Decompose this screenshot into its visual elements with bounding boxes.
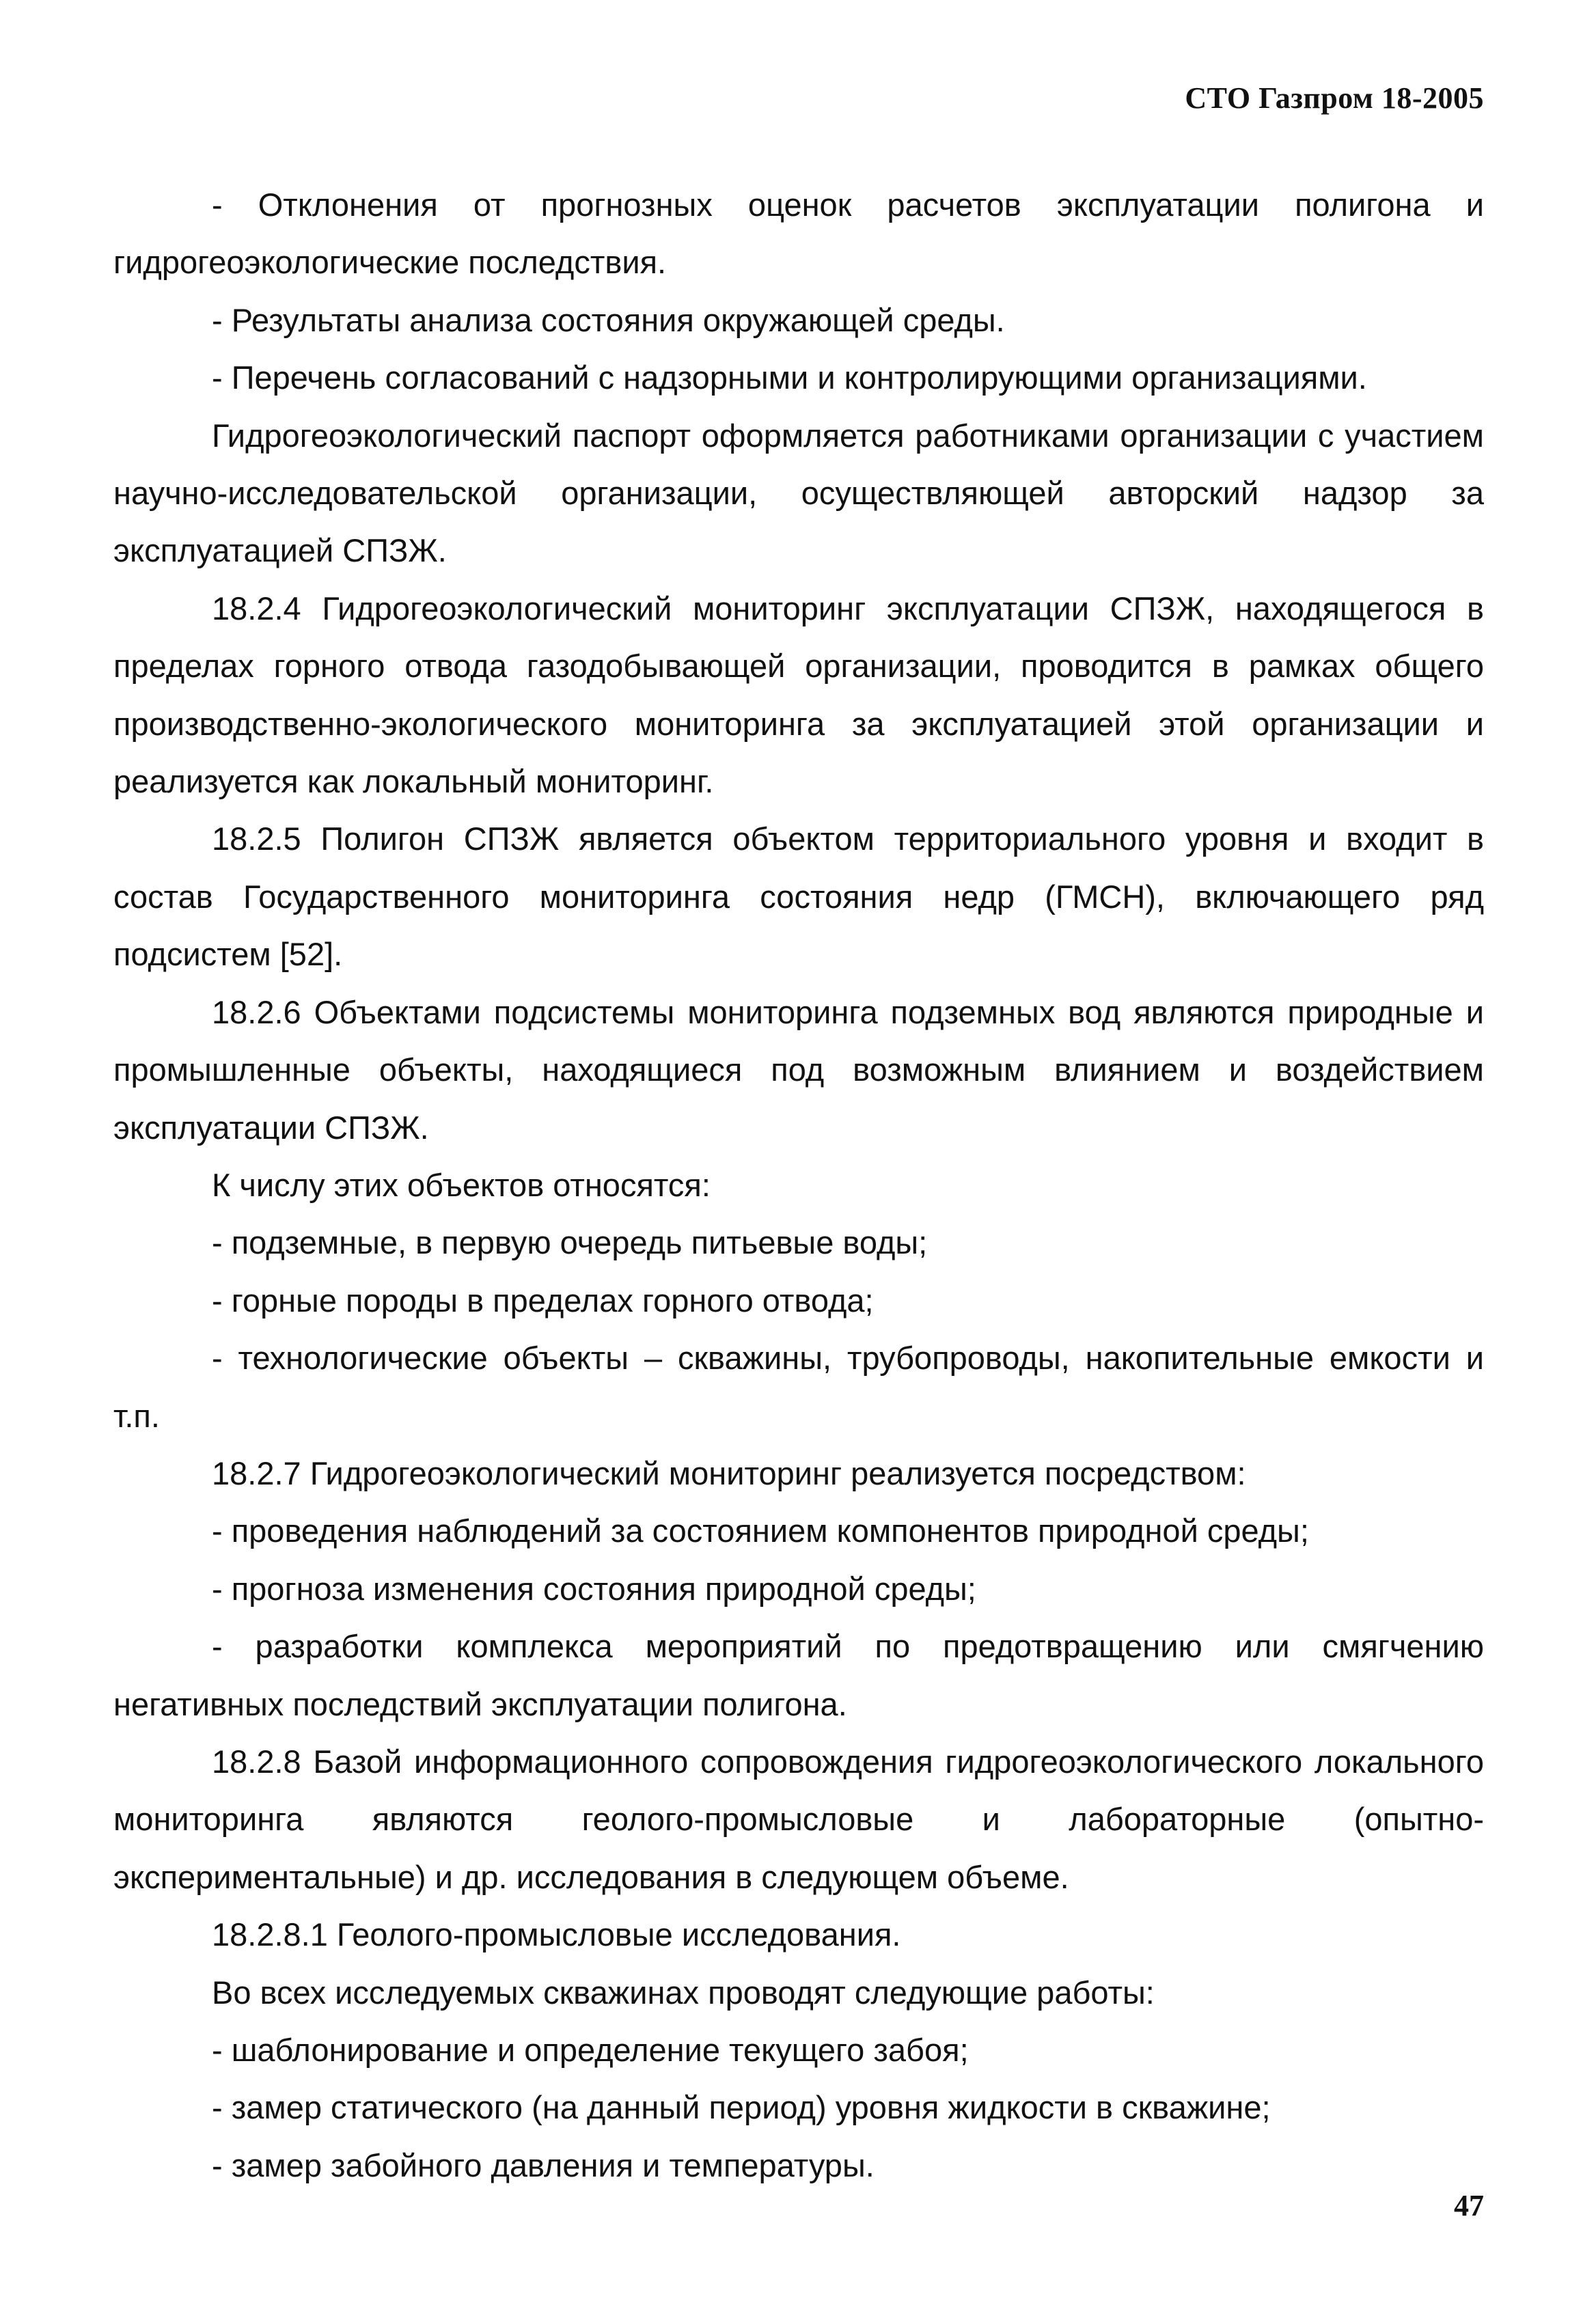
list-item-measures: - разработки комплекса мероприятий по предотвращению или смягчению негативных последствий эксплуатации полигона.: [113, 1628, 1484, 1722]
paragraph-18-2-5: 18.2.5 Полигон СПЗЖ является объектом территориального уровня и входит в состав Государственного мониторинга состояния недр (ГМСН), включающего ряд подсистем [52].: [113, 820, 1484, 973]
paragraph-18-2-6: 18.2.6 Объектами подсистемы мониторинга подземных вод являются природные и промышленные объекты, находящиеся под возможным влиянием и воздействием эксплуатации СПЗЖ.: [113, 993, 1484, 1146]
paragraph-passport: Гидрогеоэкологический паспорт оформляется работниками организации с участием научно-исследовательской организации, осуществляющей авторский надзор за эксплуатацией СПЗЖ.: [113, 417, 1484, 569]
document-header: СТО Газпром 18-2005: [1185, 81, 1484, 115]
document-body: [113, 176, 1484, 2194]
paragraph-works-intro: Во всех исследуемых скважинах проводят следующие работы:: [212, 1974, 1155, 2011]
paragraph-environment-analysis: - Результаты анализа состояния окружающей среды.: [212, 301, 1005, 338]
paragraph-18-2-8: 18.2.8 Базой информационного сопровождения гидрогеоэкологического локального мониторинга являются геолого-промысловые и лабораторные (опытно-экспериментальные) и др. исследования в следующем объеме.: [113, 1743, 1484, 1895]
paragraph-approvals-list: - Перечень согласований с надзорными и контролирующими организациями.: [212, 359, 1367, 396]
paragraph-18-2-4: 18.2.4 Гидрогеоэкологический мониторинг эксплуатации СПЗЖ, находящегося в пределах горного отвода газодобывающей организации, проводится в рамках общего производственно-экологического мониторинга за эксплуатацией этой организации и реализуется как локальный мониторинг.: [113, 590, 1484, 800]
page-number: 47: [1454, 2189, 1484, 2222]
list-item-tech-objects: - технологические объекты – скважины, трубопроводы, накопительные емкости и т.п.: [113, 1340, 1484, 1434]
paragraph-18-2-7: 18.2.7 Гидрогеоэкологический мониторинг реализуется посредством:: [212, 1454, 1246, 1491]
list-item-rocks: - горные породы в пределах горного отвода;: [212, 1282, 874, 1319]
list-item-observations: - проведения наблюдений за состоянием компонентов природной среды;: [212, 1513, 1309, 1549]
list-item-forecast: - прогноза изменения состояния природной среды;: [212, 1570, 976, 1607]
paragraph-18-2-8-1: 18.2.8.1 Геолого-промысловые исследования.: [212, 1916, 901, 1953]
list-item-static-level: - замер статического (на данный период) уровня жидкости в скважине;: [212, 2089, 1271, 2126]
list-item-templating: - шаблонирование и определение текущего забоя;: [212, 2032, 969, 2068]
list-item-bottomhole-pressure: - замер забойного давления и температуры.: [212, 2147, 875, 2183]
paragraph-objects-intro: К числу этих объектов относятся:: [212, 1166, 711, 1203]
list-item-groundwater: - подземные, в первую очередь питьевые воды;: [212, 1224, 928, 1261]
paragraph-deviations: - Отклонения от прогнозных оценок расчетов эксплуатации полигона и гидрогеоэкологические последствия.: [113, 187, 1484, 281]
